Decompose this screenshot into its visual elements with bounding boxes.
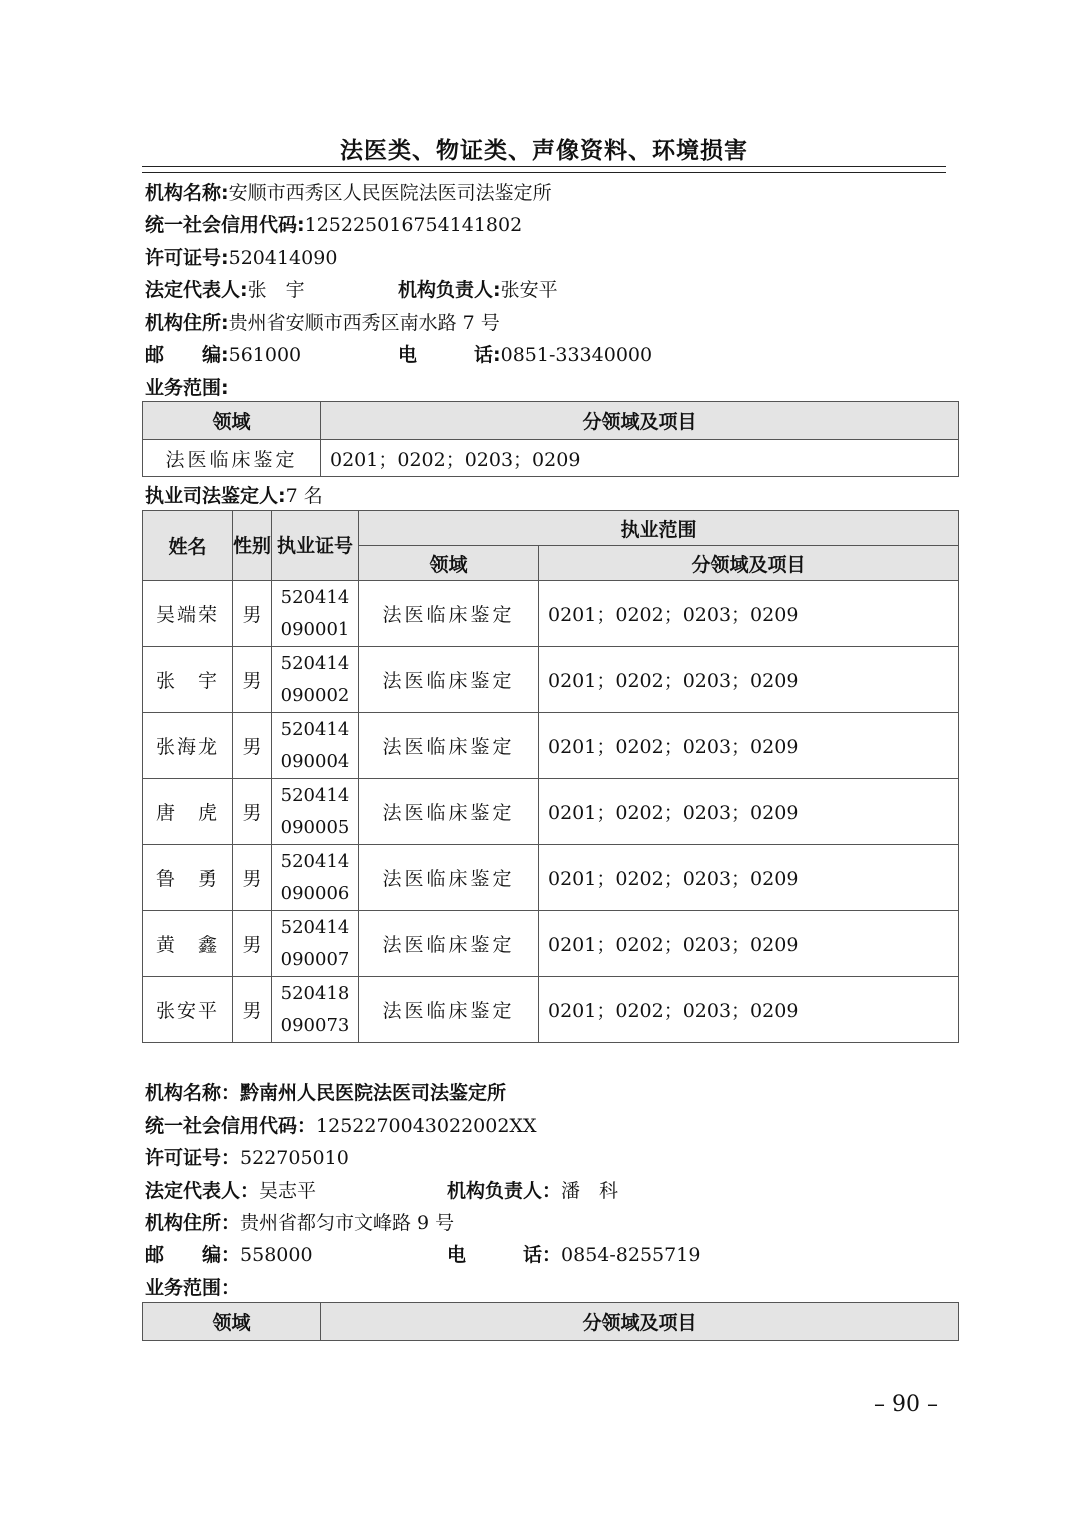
staff-sex: 男 xyxy=(233,647,272,713)
org2-credit: 1252270043022002XX xyxy=(316,1115,537,1137)
staff-cert: 520414 090006 xyxy=(272,845,359,911)
org2-addr-line: 机构住所：贵州省都匀市文峰路 9 号 xyxy=(145,1212,455,1234)
staff-name: 黄 鑫 xyxy=(143,911,233,977)
org1-zip-line: 邮 编:561000 电 话:0851-33340000 xyxy=(145,344,653,366)
staff-name: 鲁 勇 xyxy=(143,845,233,911)
staff-cert: 520414 090004 xyxy=(272,713,359,779)
org1-staff-line: 执业司法鉴定人:7 名 xyxy=(145,485,323,507)
staff-name: 张 宇 xyxy=(143,647,233,713)
org1-rep-line: 法定代表人:张 宇 机构负责人:张安平 xyxy=(145,279,558,301)
staff-cert: 520414 090001 xyxy=(272,581,359,647)
org2-scope-label: 业务范围： xyxy=(145,1277,241,1299)
staff-field: 法医临床鉴定 xyxy=(359,977,539,1043)
org2-license: 522705010 xyxy=(240,1147,349,1169)
staff-cert: 520414 090002 xyxy=(272,647,359,713)
staff-sub: 0201；0202；0203；0209 xyxy=(539,647,959,713)
org2-tel: 0854-8255719 xyxy=(561,1244,701,1266)
org1-license-line: 许可证号:520414090 xyxy=(145,247,338,269)
org1-rep: 张 宇 xyxy=(247,279,305,301)
org2-head: 潘 科 xyxy=(561,1180,619,1202)
org1-scope-table xyxy=(142,401,959,477)
scope-header-field: 领域 xyxy=(143,402,321,440)
staff-field: 法医临床鉴定 xyxy=(359,845,539,911)
table-row xyxy=(143,911,959,977)
staff-sub: 0201；0202；0203；0209 xyxy=(539,845,959,911)
staff-sex: 男 xyxy=(233,911,272,977)
org2-rep-line: 法定代表人：吴志平 机构负责人：潘 科 xyxy=(145,1180,619,1202)
org1-credit-line: 统一社会信用代码:12522501675414180​2 xyxy=(145,214,523,236)
org2-name-line: 机构名称：黔南州人民医院法医司法鉴定所 xyxy=(145,1082,507,1104)
staff-name: 唐 虎 xyxy=(143,779,233,845)
org2-addr: 贵州省都匀市文峰路 9 号 xyxy=(240,1212,455,1234)
org1-staff-table xyxy=(142,510,959,1043)
staff-sub: 0201；0202；0203；0209 xyxy=(539,581,959,647)
page-number: – 90 – xyxy=(874,1392,938,1417)
header-rule xyxy=(142,166,946,167)
table-row xyxy=(143,977,959,1043)
org1-tel: 0851-33340000 xyxy=(500,344,653,366)
org2-credit-line: 统一社会信用代码：1252270043022002XX xyxy=(145,1115,537,1137)
scope-field: 法医临床鉴定 xyxy=(143,440,321,477)
staff-sub: 0201；0202；0203；0209 xyxy=(539,713,959,779)
staff-sex: 男 xyxy=(233,977,272,1043)
org2-zip: 558000 xyxy=(240,1244,313,1266)
table-row xyxy=(143,713,959,779)
staff-cert: 520418 090073 xyxy=(272,977,359,1043)
org1-credit: 12522501675414180​2 xyxy=(304,214,523,236)
table-row xyxy=(143,647,959,713)
staff-sex: 男 xyxy=(233,713,272,779)
scope-header-sub: 分领域及项目 xyxy=(321,1303,959,1341)
scope-sub: 0201；0202；0203；0209 xyxy=(321,440,959,477)
staff-cert: 520414 090007 xyxy=(272,911,359,977)
staff-header-sex: 性别 xyxy=(233,511,272,581)
org2-scope-table xyxy=(142,1302,959,1341)
table-row xyxy=(143,779,959,845)
staff-header-name: 姓名 xyxy=(143,511,233,581)
staff-sub: 0201；0202；0203；0209 xyxy=(539,911,959,977)
staff-header-field: 领域 xyxy=(359,546,539,581)
org1-addr-line: 机构住所:贵州省安顺市西秀区南水路 7 号 xyxy=(145,312,500,334)
staff-name: 张安平 xyxy=(143,977,233,1043)
staff-header-cert: 执业证号 xyxy=(272,511,359,581)
staff-sex: 男 xyxy=(233,845,272,911)
org2-zip-line: 邮 编：558000 电 话：0854-8255719 xyxy=(145,1244,701,1266)
org1-addr: 贵州省安顺市西秀区南水路 7 号 xyxy=(228,312,500,334)
org1-scope-label: 业务范围: xyxy=(145,377,229,399)
staff-field: 法医临床鉴定 xyxy=(359,581,539,647)
org2-name: 黔南州人民医院法医司法鉴定所 xyxy=(240,1082,507,1104)
scope-header-sub: 分领域及项目 xyxy=(321,402,959,440)
staff-cert: 520414 090005 xyxy=(272,779,359,845)
staff-sex: 男 xyxy=(233,581,272,647)
staff-sub: 0201；0202；0203；0209 xyxy=(539,779,959,845)
page-header: 法医类、物证类、声像资料、环境损害 xyxy=(340,138,748,164)
staff-sub: 0201；0202；0203；0209 xyxy=(539,977,959,1043)
staff-header-sub: 分领域及项目 xyxy=(539,546,959,581)
org1-license: 520414090 xyxy=(228,247,338,269)
staff-field: 法医临床鉴定 xyxy=(359,713,539,779)
org1-name: 安顺市西秀区人民医院法医司法鉴定所 xyxy=(228,182,552,204)
staff-name: 吴端荣 xyxy=(143,581,233,647)
table-row xyxy=(143,845,959,911)
org1-head: 张安平 xyxy=(500,279,558,301)
table-row xyxy=(143,581,959,647)
staff-field: 法医临床鉴定 xyxy=(359,647,539,713)
header-rule xyxy=(142,172,946,173)
org1-staff-count: 7 名 xyxy=(285,485,323,507)
org2-license-line: 许可证号：522705010 xyxy=(145,1147,349,1169)
org1-name-line: 机构名称:安顺市西秀区人民医院法医司法鉴定所 xyxy=(145,182,552,204)
org2-rep: 吴志平 xyxy=(259,1180,317,1202)
staff-field: 法医临床鉴定 xyxy=(359,911,539,977)
scope-header-field: 领域 xyxy=(143,1303,321,1341)
staff-field: 法医临床鉴定 xyxy=(359,779,539,845)
org1-zip: 561000 xyxy=(228,344,302,366)
staff-header-range: 执业范围 xyxy=(359,511,959,546)
table-row xyxy=(143,440,959,477)
staff-sex: 男 xyxy=(233,779,272,845)
staff-name: 张海龙 xyxy=(143,713,233,779)
